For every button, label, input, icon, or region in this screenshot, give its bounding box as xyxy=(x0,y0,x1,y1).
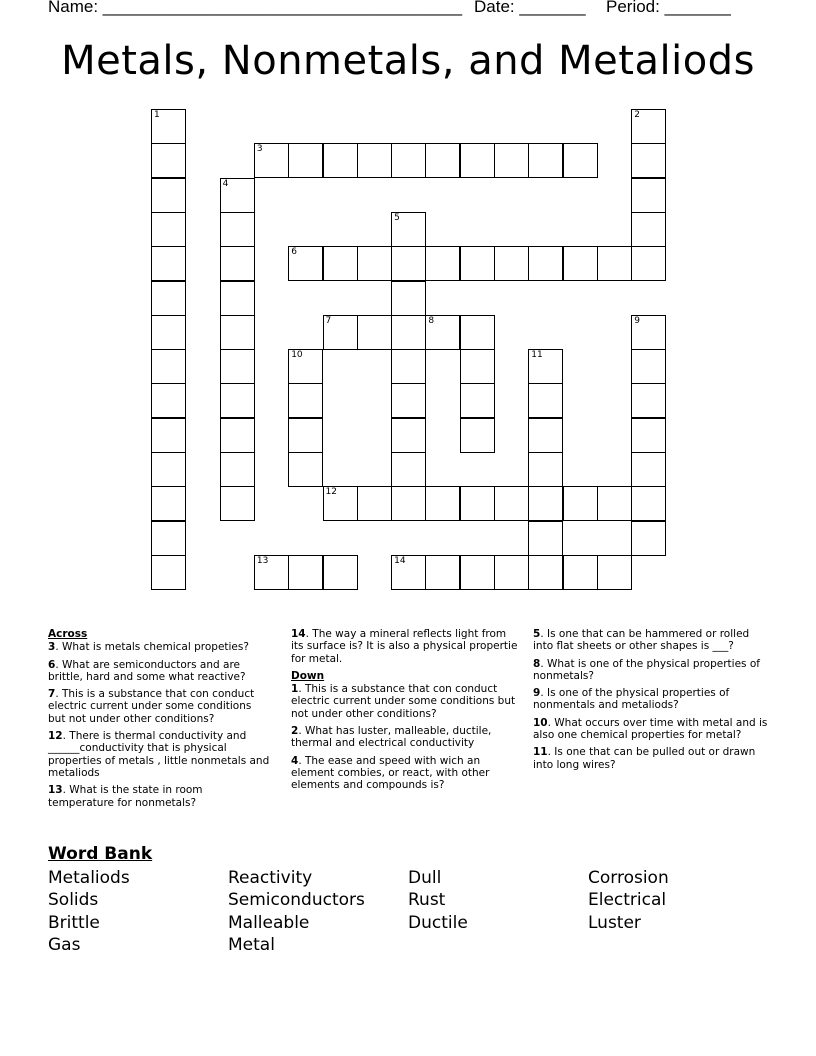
crossword-cell[interactable] xyxy=(220,383,255,418)
word-bank-word: Gas xyxy=(48,935,81,955)
crossword-cell[interactable] xyxy=(460,246,495,281)
clue-across-7: 7. This is a substance that con conduct electric current under some conditions but not under other conditions? xyxy=(48,688,255,725)
clue-number: 2 xyxy=(634,110,640,120)
across-heading: Across xyxy=(48,628,88,640)
word-bank-word: Semiconductors xyxy=(228,890,365,910)
clue-number: 9 xyxy=(634,315,640,326)
crossword-cell[interactable] xyxy=(563,486,598,521)
crossword-cell[interactable] xyxy=(391,315,426,350)
clue-down-5: 5. Is one that can be hammered or rolled into flat sheets or other shapes is ___? xyxy=(533,628,750,653)
crossword-cell[interactable] xyxy=(631,246,666,281)
crossword-cell[interactable] xyxy=(357,143,392,178)
crossword-cell[interactable] xyxy=(631,521,666,556)
crossword-cell[interactable] xyxy=(151,143,186,178)
crossword-cell[interactable] xyxy=(288,418,323,453)
name-field: Name: ______________________________________ xyxy=(48,0,463,16)
clues-column-2 xyxy=(291,628,519,797)
crossword-cell[interactable] xyxy=(631,212,666,247)
word-bank-word: Solids xyxy=(48,890,99,910)
crossword-cell[interactable] xyxy=(151,555,186,590)
crossword-cell[interactable] xyxy=(220,212,255,247)
word-bank-word: Malleable xyxy=(228,913,310,933)
crossword-cell[interactable] xyxy=(425,246,460,281)
clue-number: 10 xyxy=(291,350,303,361)
crossword-cell[interactable] xyxy=(460,555,495,590)
clue-across-3: 3. What is metals chemical propeties? xyxy=(48,641,249,654)
word-bank-word: Ductile xyxy=(408,913,468,933)
crossword-cell[interactable] xyxy=(528,486,563,521)
word-bank-word: Rust xyxy=(408,890,446,910)
clue-down-2: 2. What has luster, malleable, ductile, thermal and electrical conductivity xyxy=(291,725,492,750)
crossword-cell[interactable] xyxy=(151,212,186,247)
crossword-cell[interactable] xyxy=(494,143,529,178)
crossword-cell[interactable] xyxy=(631,178,666,213)
clue-down-11: 11. Is one that can be pulled out or drawn into long wires? xyxy=(533,746,756,771)
word-bank-word: Metaliods xyxy=(48,868,130,888)
crossword-cell[interactable] xyxy=(288,349,323,384)
down-heading: Down xyxy=(291,669,325,682)
crossword-cell[interactable] xyxy=(494,555,529,590)
crossword-cell[interactable] xyxy=(288,452,323,487)
clue-across-6: 6. What are semiconductors and are brittle, hard and some what reactive? xyxy=(48,658,246,683)
clue-number: 4 xyxy=(222,178,229,189)
crossword-cell[interactable] xyxy=(425,486,460,521)
crossword-cell[interactable] xyxy=(597,486,632,521)
crossword-cell[interactable] xyxy=(494,486,529,521)
crossword-cell[interactable] xyxy=(460,418,495,453)
crossword-cell[interactable] xyxy=(391,281,426,316)
crossword-cell[interactable] xyxy=(220,246,255,281)
crossword-cell[interactable] xyxy=(391,349,426,384)
crossword-cell[interactable] xyxy=(151,521,186,556)
crossword-cell[interactable] xyxy=(425,143,460,178)
crossword-cell[interactable] xyxy=(460,315,495,350)
word-bank-word: Luster xyxy=(588,913,641,933)
crossword-cell[interactable] xyxy=(323,315,358,350)
crossword-cell[interactable] xyxy=(288,143,323,178)
crossword-cell[interactable] xyxy=(357,486,392,521)
crossword-cell[interactable] xyxy=(357,246,392,281)
clue-across-13: 13. What is the state in room temperature for nonmetals? xyxy=(48,784,203,809)
clue-down-10: 10. What occurs over time with metal and is also one chemical properties for metal? xyxy=(533,716,768,742)
crossword-cell[interactable] xyxy=(254,143,289,178)
word-bank-word: Electrical xyxy=(588,890,667,910)
clue-number: 7 xyxy=(325,315,332,326)
crossword-cell[interactable] xyxy=(151,452,186,487)
clue-number: 5 xyxy=(394,212,400,223)
crossword-cell[interactable] xyxy=(391,246,426,281)
clue-number: 1 xyxy=(154,110,160,120)
clues-column-3 xyxy=(533,628,771,776)
crossword-cell[interactable] xyxy=(460,349,495,384)
clue-number: 8 xyxy=(428,315,435,326)
crossword-cell[interactable] xyxy=(528,383,563,418)
crossword-cell[interactable] xyxy=(528,521,563,556)
crossword-cell[interactable] xyxy=(151,281,186,316)
crossword-cell[interactable] xyxy=(460,486,495,521)
crossword-cell[interactable] xyxy=(425,315,460,350)
clue-across-12: 12. There is thermal conductivity and ______conductivity that is physical properties of metals , little nonmetals and metaliods xyxy=(48,730,270,779)
crossword-cell[interactable] xyxy=(597,246,632,281)
crossword-cell[interactable] xyxy=(391,143,426,178)
page-title: Metals, Nonmetals, and Metaliods xyxy=(61,38,755,84)
crossword-cell[interactable] xyxy=(323,486,358,521)
clue-down-1: 1. This is a substance that con conduct electric current under some conditions but not under other conditions? xyxy=(291,683,516,720)
crossword-cell[interactable] xyxy=(220,178,255,213)
crossword-cell[interactable] xyxy=(597,555,632,590)
crossword-cell[interactable] xyxy=(151,486,186,521)
crossword-cell[interactable] xyxy=(151,383,186,418)
word-bank-word: Metal xyxy=(228,935,275,955)
crossword-cell[interactable] xyxy=(631,349,666,384)
crossword-cell[interactable] xyxy=(151,349,186,384)
date-field: Date: _______ xyxy=(474,0,586,16)
crossword-cell[interactable] xyxy=(528,143,563,178)
clue-number: 14 xyxy=(394,555,406,566)
crossword-cell[interactable] xyxy=(151,109,186,144)
word-bank-word: Corrosion xyxy=(588,868,669,888)
crossword-cell[interactable] xyxy=(563,143,598,178)
crossword-cell[interactable] xyxy=(151,418,186,453)
crossword-cell[interactable] xyxy=(528,452,563,487)
crossword-cell[interactable] xyxy=(631,418,666,453)
clue-number: 3 xyxy=(256,144,263,155)
crossword-cell[interactable] xyxy=(391,212,426,247)
crossword-cell[interactable] xyxy=(460,143,495,178)
clue-down-4: 4. The ease and speed with wich an element combies, or react, with other elements and compounds is? xyxy=(291,754,490,792)
crossword-cell[interactable] xyxy=(151,315,186,350)
crossword-cell[interactable] xyxy=(220,486,255,521)
crossword-cell[interactable] xyxy=(357,315,392,350)
crossword-cell[interactable] xyxy=(220,452,255,487)
crossword-cell[interactable] xyxy=(151,246,186,281)
crossword-cell[interactable] xyxy=(460,383,495,418)
crossword-cell[interactable] xyxy=(631,109,666,144)
crossword-cell[interactable] xyxy=(151,178,186,213)
crossword-cell[interactable] xyxy=(631,315,666,350)
crossword-cell[interactable] xyxy=(528,418,563,453)
crossword-cell[interactable] xyxy=(391,418,426,453)
clue-number: 12 xyxy=(325,487,337,498)
crossword-cell[interactable] xyxy=(631,486,666,521)
word-bank-word: Brittle xyxy=(48,913,100,933)
crossword-cell[interactable] xyxy=(391,452,426,487)
word-bank-word: Reactivity xyxy=(228,868,313,888)
crossword-cell[interactable] xyxy=(220,418,255,453)
crossword-cell[interactable] xyxy=(631,383,666,418)
crossword-cell[interactable] xyxy=(425,555,460,590)
crossword-cell[interactable] xyxy=(220,349,255,384)
clue-number: 11 xyxy=(531,350,543,361)
clue-number: 6 xyxy=(291,247,297,258)
crossword-cell[interactable] xyxy=(391,555,426,590)
crossword-cell[interactable] xyxy=(528,555,563,590)
crossword-cell[interactable] xyxy=(323,555,358,590)
crossword-cell[interactable] xyxy=(323,143,358,178)
clue-down-8: 8. What is one of the physical properties of nonmetals? xyxy=(533,657,760,682)
crossword-cell[interactable] xyxy=(288,246,323,281)
crossword-cell[interactable] xyxy=(391,383,426,418)
crossword-cell[interactable] xyxy=(220,315,255,350)
crossword-cell[interactable] xyxy=(220,281,255,316)
crossword-cell[interactable] xyxy=(391,486,426,521)
crossword-cell[interactable] xyxy=(528,349,563,384)
clue-down-9: 9. Is one of the physical properties of nonmentals and metaliods? xyxy=(533,687,730,712)
crossword-cell[interactable] xyxy=(563,555,598,590)
crossword-cell[interactable] xyxy=(528,246,563,281)
word-bank-word: Dull xyxy=(408,868,442,888)
crossword-cell[interactable] xyxy=(323,246,358,281)
crossword-cell[interactable] xyxy=(254,555,289,590)
crossword-cell[interactable] xyxy=(631,452,666,487)
crossword-cell[interactable] xyxy=(288,383,323,418)
crossword-cell[interactable] xyxy=(494,246,529,281)
clue-across-14: 14. The way a mineral reflects light from its surface is? It is also a physical propertie for metal. xyxy=(291,628,518,665)
crossword-cell[interactable] xyxy=(563,246,598,281)
word-bank-title: Word Bank xyxy=(48,844,153,864)
period-field: Period: _______ xyxy=(606,0,731,16)
crossword-cell[interactable] xyxy=(288,555,323,590)
clue-number: 13 xyxy=(256,555,269,566)
clues-column-1 xyxy=(48,628,270,814)
crossword-cell[interactable] xyxy=(631,143,666,178)
